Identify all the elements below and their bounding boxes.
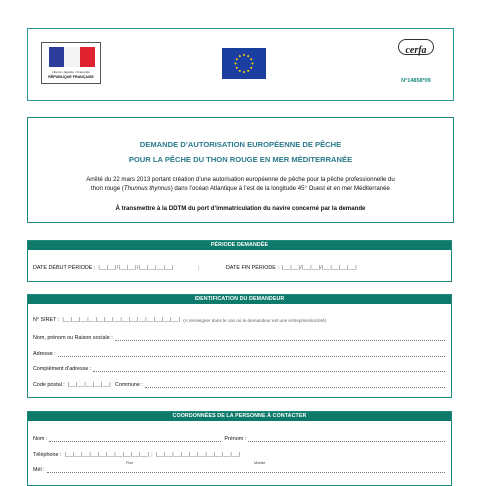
phone-label: Téléphone : [33,452,62,458]
address-field[interactable] [58,350,445,357]
decree-text-line2 [28,185,453,192]
start-date-field[interactable]: |__|__|/|__|__|/|__|__|__|__| [98,265,174,271]
species-name: Thunnus thynnus [123,185,171,192]
siret-row [33,317,443,323]
cerfa-logo-text: cerfa [405,45,427,56]
commune-label: Commune : [114,382,143,388]
contact-prenom-field[interactable] [248,435,445,442]
name-field[interactable] [115,334,445,341]
postal-row [33,381,445,388]
mel-label: Mél : [33,467,45,473]
periode-header: PÉRIODE DEMANDÉE [28,241,451,250]
periode-row [33,265,357,271]
demandeur-header: IDENTIFICATION DU DEMANDEUR [28,295,451,304]
marianne-name: RÉPUBLIQUE FRANÇAISE [48,75,94,79]
phone-mobile-field[interactable]: |__|__|__|__|__|__|__|__|__|__| [155,452,241,458]
name-row [33,334,445,341]
decree-text-line1: Arrêté du 22 mars 2013 portant création d’une autorisation européenne de pêche pour la pêche professionnelle du [86,176,395,183]
periode-section [27,240,452,282]
marianne-logo [41,42,101,84]
form-title-line2: POUR LA PÊCHE DU THON ROUGE EN MER MÉDITERRANÉE [128,155,353,164]
postal-field[interactable]: |__|__|__|__|__| [67,382,111,388]
tricolor-flag-icon [49,47,95,67]
contact-nom-field[interactable] [49,435,221,442]
demandeur-section [27,294,452,398]
eu-flag-icon [222,48,266,79]
address2-row [33,365,445,372]
commune-field[interactable] [145,381,445,388]
siret-field[interactable]: |__|__|__|__|__|__|__|__|__|__|__|__|__|__| [62,317,181,323]
end-date-label: DATE FIN PÉRIODE : [225,265,279,271]
address2-label: Complément d’adresse : [33,366,92,372]
mel-field[interactable] [47,466,445,473]
form-title-line1: DEMANDE D’AUTORISATION EUROPÉENNE DE PÊCHE [139,140,342,149]
decree-text-line2-a: thon rouge ( [91,185,124,192]
contact-header: COORDONNÉES DE LA PERSONNE À CONTACTER [28,412,451,421]
cerfa-number: N°14858*09 [401,78,431,84]
phone-row [33,452,240,458]
name-label: Nom, prénom ou Raison sociale : [33,335,113,341]
title-box [27,117,454,223]
siret-label: N° SIRET : [33,317,60,323]
address2-field[interactable] [93,365,445,372]
transmit-instruction: À transmettre à la DDTM du port d’immatriculation du navire concerné par la demande [115,205,366,212]
start-date-label: DATE DÉBUT PÉRIODE : [33,265,96,271]
period-separator: ; [197,265,199,271]
phone-separator: ; [151,452,153,458]
marianne-motto: Liberté • Égalité • Fraternité [52,70,90,74]
siret-note: (A renseigner dans le cas où le demandeur est une entreprise/société) [183,318,327,323]
end-date-field[interactable]: |__|__|/|__|__|/|__|__|__|__| [281,265,357,271]
contact-section [27,411,452,486]
phone-fixe-field[interactable]: |__|__|__|__|__|__|__|__|__|__| [64,452,150,458]
cerfa-logo [398,39,434,55]
decree-text-line2-b: ) dans l’océan Atlantique à l’est de la longitude 45° Ouest et en mer Méditerranée [170,185,390,192]
contact-name-row [33,435,445,442]
address-label: Adresse : [33,351,56,357]
eu-stars-icon [222,48,266,79]
contact-nom-label: Nom : [33,436,48,442]
contact-prenom-label: Prénom : [224,436,247,442]
mel-row [33,466,445,473]
header-box [27,28,454,101]
address-row [33,350,445,357]
mobile-caption: Mobile [254,460,266,465]
postal-label: Code postal : [33,382,65,388]
fixe-caption: Fixe [126,460,134,465]
